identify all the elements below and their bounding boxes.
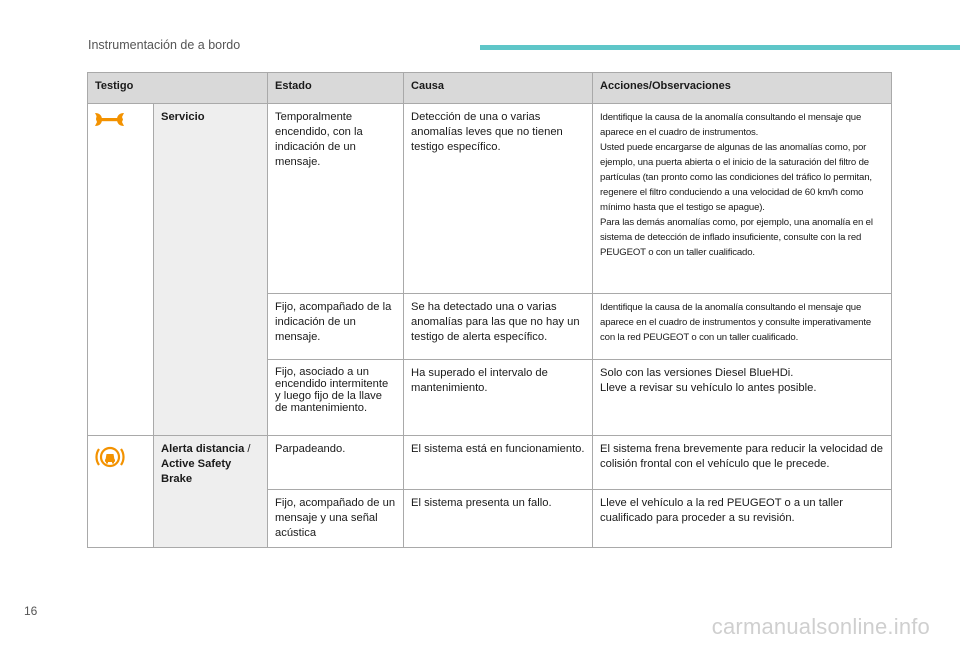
acciones-cell — [593, 360, 892, 436]
estado-cell: Fijo, acompañado de un mensaje y una señal acústica — [268, 490, 404, 548]
col-header-acciones: Acciones/Observaciones — [593, 73, 892, 104]
acciones-cell — [593, 104, 892, 294]
accion-text: Para las demás anomalías como, por ejemplo, una anomalía en el sistema de detección de inflado insuficiente, consulte con la red PEUGEOT o con un taller cualificado. — [600, 217, 873, 258]
alerta-name-bold: Alerta distancia — [161, 443, 245, 455]
servicio-name: Servicio — [154, 104, 268, 436]
estado-cell: Fijo, acompañado de la indicación de un mensaje. — [268, 294, 404, 360]
watermark: carmanualsonline.info — [711, 614, 930, 639]
table-row — [88, 436, 892, 490]
acciones-cell: El sistema frena brevemente para reducir la velocidad de colisión frontal con el vehículo que le precede. — [593, 436, 892, 490]
causa-cell: El sistema está en funcionamiento. — [404, 436, 593, 490]
accion-text: Identifique la causa de la anomalía consultando el mensaje que aparece en el cuadro de instrumentos y consulte imperativamente con la red PEUGEOT o con un taller cualificado. — [600, 302, 872, 343]
acciones-cell — [593, 294, 892, 360]
servicio-icon-cell — [88, 104, 154, 436]
col-header-testigo: Testigo — [88, 73, 268, 104]
header-accent-bar — [480, 45, 960, 50]
accion-text: Lleve a revisar su vehículo lo antes posible. — [600, 382, 817, 394]
accion-text: Usted puede encargarse de algunas de las anomalías como, por ejemplo, una puerta abierta o el inicio de la saturación del filtro de partículas (tan pronto como las condiciones del tráfico lo permitan, regenere el filtro conduciendo a una velocidad de 60 km/h como mínimo hasta que el testigo se apague). — [600, 142, 872, 213]
table-row — [88, 104, 892, 294]
causa-cell: Detección de una o varias anomalías leves que no tienen testigo específico. — [404, 104, 593, 294]
table-header-row — [88, 73, 892, 104]
warning-lights-table — [87, 72, 892, 548]
estado-cell: Temporalmente encendido, con la indicación de un mensaje. — [268, 104, 404, 294]
alerta-name — [154, 436, 268, 548]
acciones-cell: Lleve el vehículo a la red PEUGEOT o a un taller cualificado para proceder a su revisión. — [593, 490, 892, 548]
causa-cell: El sistema presenta un fallo. — [404, 490, 593, 548]
alerta-name-line2: Active Safety Brake — [161, 458, 232, 485]
col-header-causa: Causa — [404, 73, 593, 104]
estado-cell: Parpadeando. — [268, 436, 404, 490]
section-title: Instrumentación de a bordo — [88, 38, 241, 52]
alerta-name-separator: / — [244, 443, 251, 455]
col-header-estado: Estado — [268, 73, 404, 104]
alerta-icon-cell — [88, 436, 154, 548]
wrench-icon — [95, 119, 125, 131]
causa-cell: Se ha detectado una o varias anomalías para las que no hay un testigo de alerta específico. — [404, 294, 593, 360]
accion-text: Solo con las versiones Diesel BlueHDi. — [600, 367, 794, 379]
accion-text: Identifique la causa de la anomalía consultando el mensaje que aparece en el cuadro de instrumentos. — [600, 112, 862, 138]
page-number: 16 — [24, 604, 38, 618]
causa-cell: Ha superado el intervalo de mantenimiento. — [404, 360, 593, 436]
active-safety-brake-icon — [95, 463, 125, 475]
estado-cell: Fijo, asociado a un encendido intermitente y luego fijo de la llave de mantenimiento. — [268, 360, 404, 436]
